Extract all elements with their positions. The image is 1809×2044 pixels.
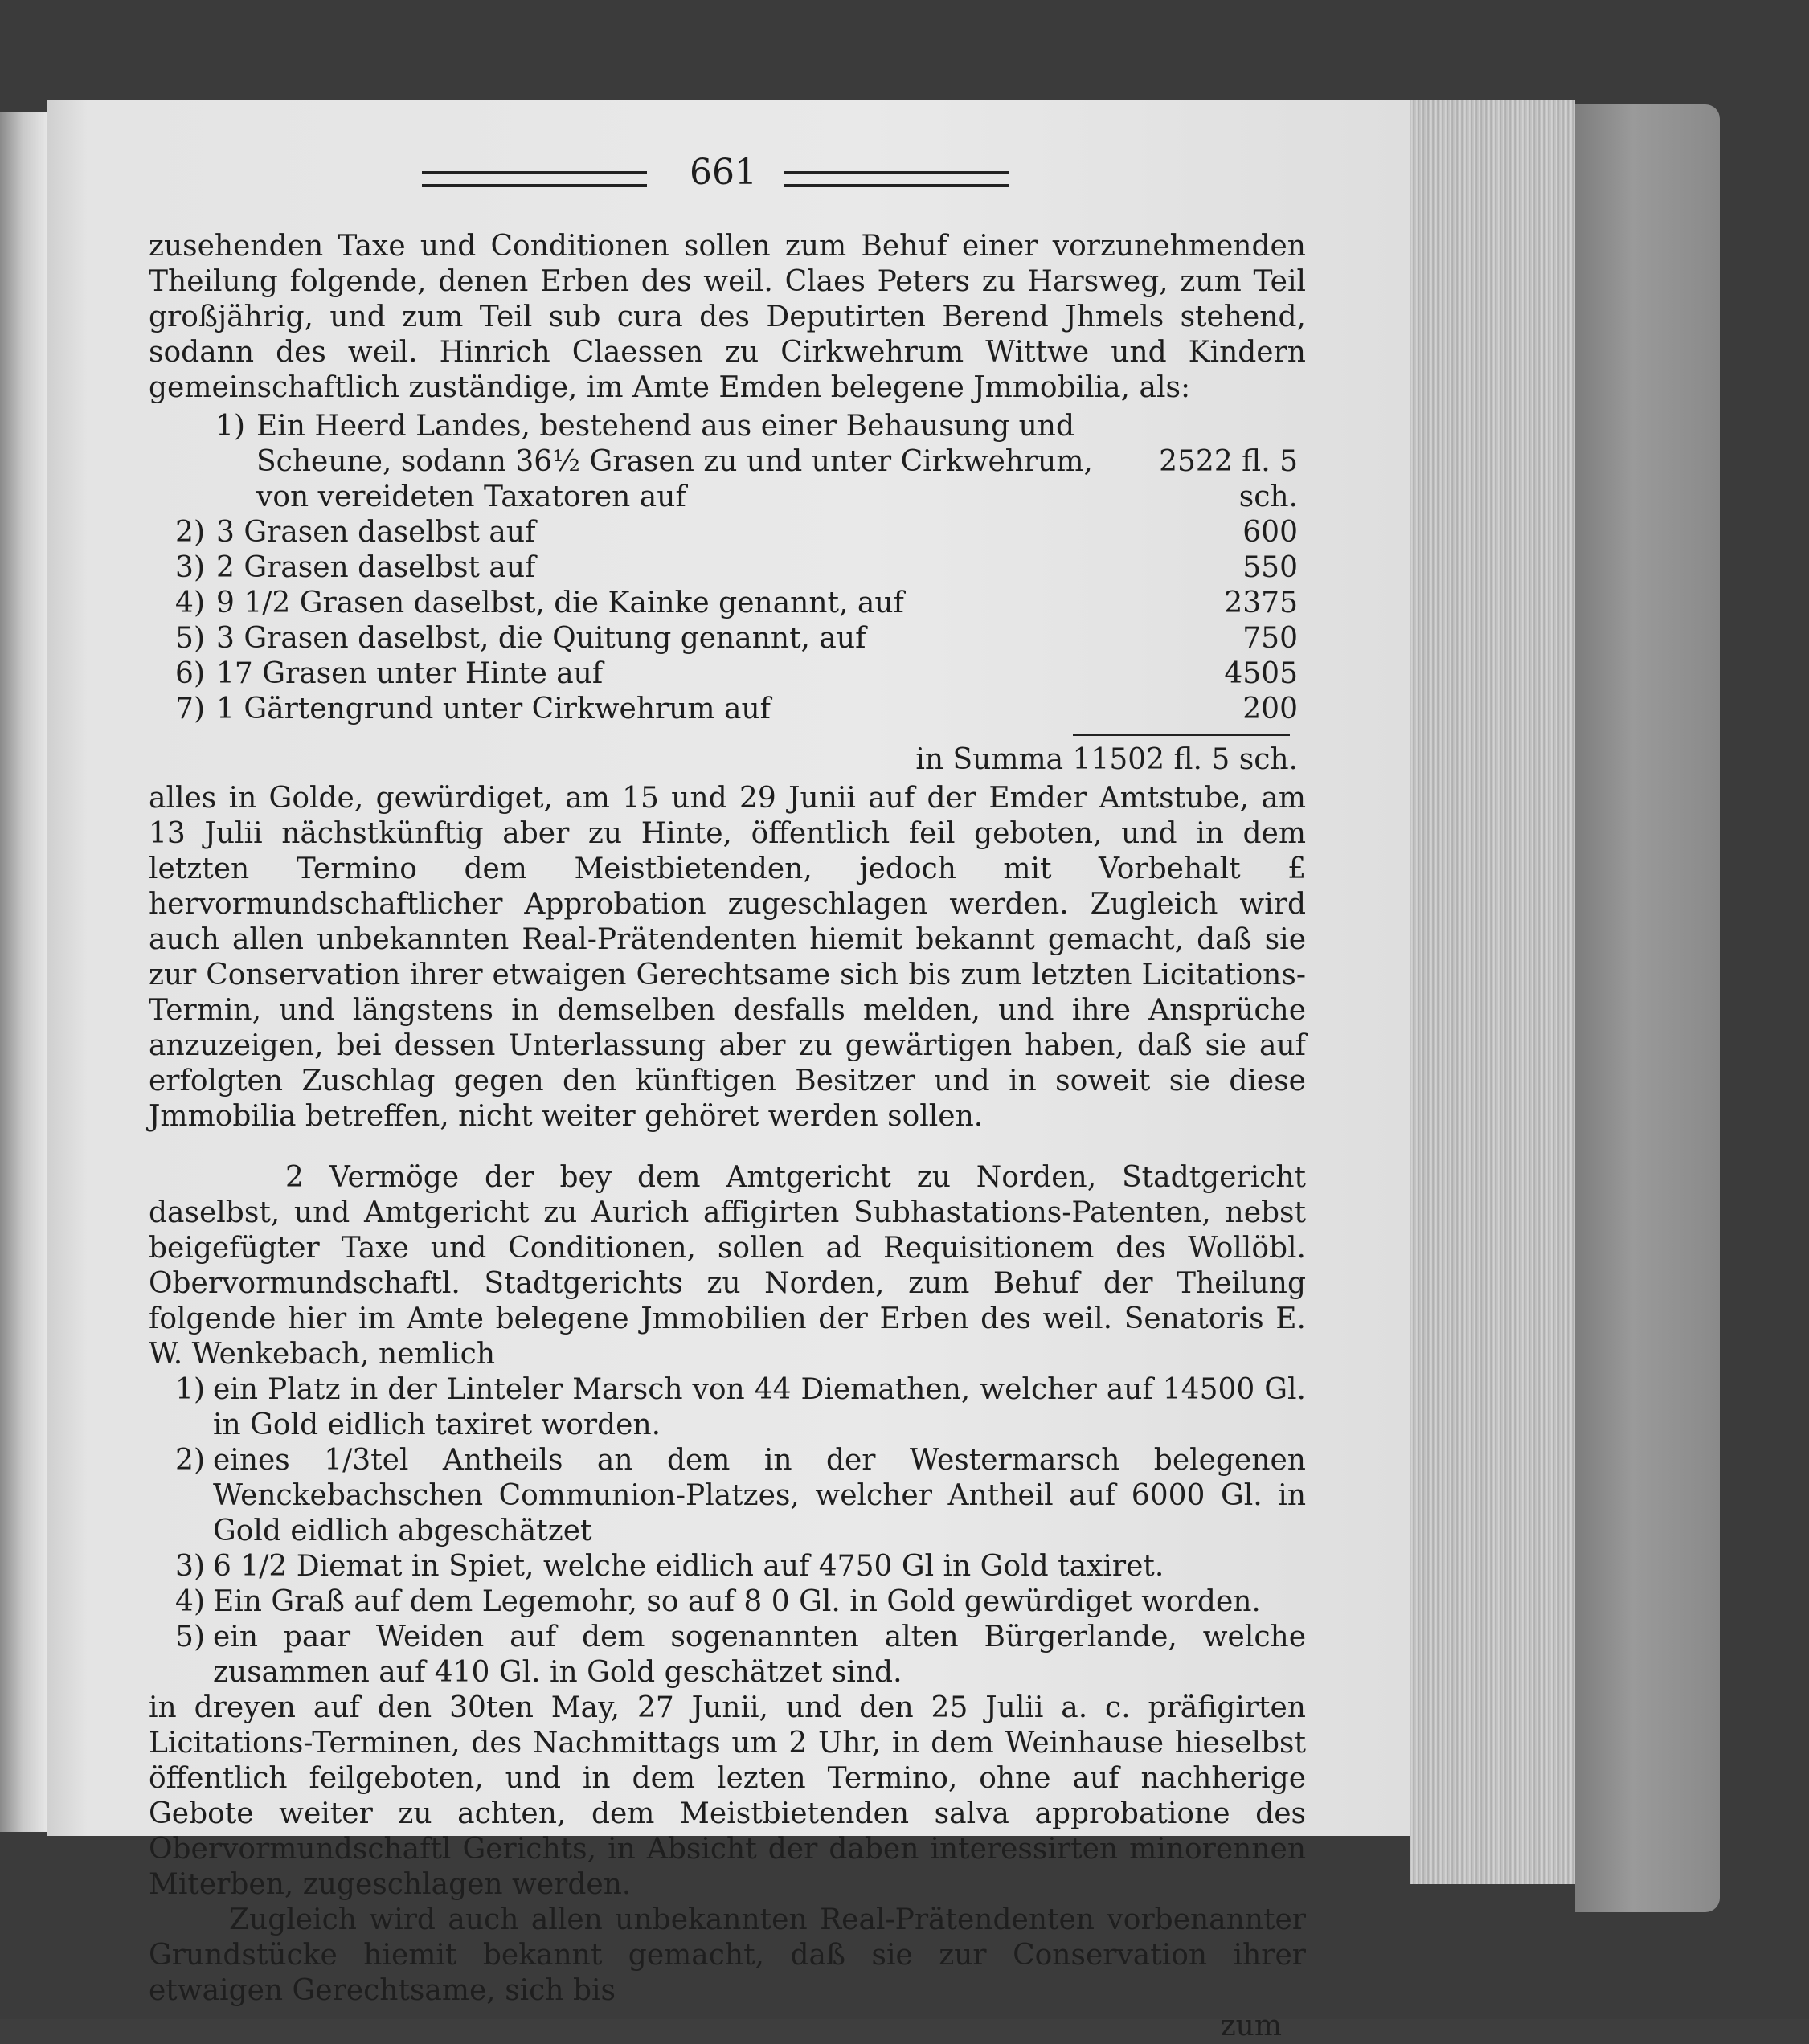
list-item bbox=[149, 621, 1306, 656]
item-text: 6 1/2 Diemat in Spiet, welche eidlich auf 4750 Gl in Gold taxiret. bbox=[213, 1550, 1164, 1583]
section-2-closing: in dreyen auf den 30ten May, 27 Junii, und den 25 Julii a. c. präfigirten Licitations-Terminen, des Nachmittags um 2 Uhr, in dem Weinhause hieselbst öffentlich feilgeboten, und in dem lezten Termino, ohne auf nachherige Gebote weiter zu achten, dem Meistbietenden salva approbatione des Obervormundschaftl Gerichts, in Absicht der daben interessirten minorennen Miterben, zugeschlagen werden. bbox=[149, 1691, 1306, 1901]
section-2-list bbox=[149, 1372, 1306, 1690]
final-paragraph: Zugleich wird auch allen unbekannten Real-Prätendenten vorbenannter Grundstücke hiemit bekannt gemacht, daß sie zur Conservation ihrer etwaigen Gerechtsame, sich bis bbox=[149, 1903, 1306, 2007]
item-text: Ein Heerd Landes, bestehend aus einer Behausung und Scheune, sodann 36½ Grasen zu und unter Cirkwehrum, von vereideten Taxatoren auf bbox=[256, 410, 1093, 513]
item-number: 2) bbox=[175, 516, 205, 549]
list-item bbox=[149, 692, 1306, 727]
book-cover bbox=[1575, 104, 1720, 1912]
opening-paragraph: zusehenden Taxe und Conditionen sollen zum Behuf einer vorzunehmenden Theilung folgende, denen Erben des weil. Claes Peters zu Harsweg, zum Teil großjährig, und zum Teil sub cura des Deputirten Berend Jhmels stehend, sodann des weil. Hinrich Claessen zu Cirkwehrum Wittwe und Kindern gemeinschaftlich zuständige, im Amte Emden belegene Jmmobilia, als: bbox=[149, 230, 1306, 404]
item-number: 5) bbox=[175, 622, 205, 655]
property-list bbox=[149, 409, 1306, 727]
item-text: Ein Graß auf dem Legemohr, so auf 8 0 Gl. in Gold gewürdiget worden. bbox=[213, 1585, 1261, 1618]
list-item bbox=[149, 1443, 1306, 1549]
item-text: 2 Grasen daselbst auf bbox=[216, 551, 536, 584]
page-content bbox=[149, 149, 1306, 2044]
item-number: 6) bbox=[175, 657, 205, 690]
item-amount: 2375 bbox=[1224, 587, 1298, 619]
page-number: 661 bbox=[690, 152, 757, 193]
list-item bbox=[149, 409, 1306, 515]
left-page-edge bbox=[0, 112, 47, 1832]
item-number: 7) bbox=[175, 693, 205, 726]
item-number: 1) bbox=[175, 1373, 205, 1406]
item-amount: 4505 bbox=[1224, 657, 1298, 690]
item-text: ein Platz in der Linteler Marsch von 44 Diemathen, welcher auf 14500 Gl. in Gold eidlich taxiret worden. bbox=[213, 1373, 1306, 1441]
list-item bbox=[149, 1372, 1306, 1443]
item-text: ein paar Weiden auf dem sogenannten alten Bürgerlande, welche zusammen auf 410 Gl. in Gold geschätzet sind. bbox=[213, 1621, 1306, 1689]
item-number: 4) bbox=[175, 1585, 205, 1618]
list-item bbox=[149, 1620, 1306, 1690]
item-number: 1) bbox=[215, 410, 245, 443]
item-amount: 200 bbox=[1242, 693, 1298, 726]
list-item bbox=[149, 586, 1306, 621]
list-item bbox=[149, 656, 1306, 692]
catchword: zum bbox=[1220, 2009, 1282, 2042]
item-amount: 600 bbox=[1242, 516, 1298, 549]
item-text: 1 Gärtengrund unter Cirkwehrum auf bbox=[216, 693, 771, 726]
page-edges bbox=[1410, 100, 1575, 1884]
item-text: 3 Grasen daselbst auf bbox=[216, 516, 536, 549]
item-number: 5) bbox=[175, 1621, 205, 1654]
item-text: 17 Grasen unter Hinte auf bbox=[216, 657, 604, 690]
item-amount: 2522 fl. 5 sch. bbox=[1159, 445, 1298, 513]
item-amount: 750 bbox=[1242, 622, 1298, 655]
item-text: eines 1/3tel Antheils an dem in der Westermarsch belegenen Wenckebachschen Communion-Platzes, welcher Antheil auf 6000 Gl. in Gold eidlich abgeschätzet bbox=[213, 1444, 1306, 1547]
item-number: 3) bbox=[175, 551, 205, 584]
header-rule-left bbox=[422, 171, 647, 187]
item-number: 3) bbox=[175, 1550, 205, 1583]
closing-paragraph: alles in Golde, gewürdiget, am 15 und 29 Junii auf der Emder Amtstube, am 13 Julii nächstkünftig aber zu Hinte, öffentlich feil geboten, und in dem letzten Termino dem Meistbietenden, jedoch mit Vorbehalt £ hervormundschaftlicher Approbation zugeschlagen werden. Zugleich wird auch allen unbekannten Real-Prätendenten hiemit bekannt gemacht, daß sie zur Conservation ihrer etwaigen Gerechtsame sich bis zum letzten Licitations-Termin, und längstens in demselben desfalls melden, und ihre Ansprüche anzuzeigen, bei dessen Unterlassung aber zu gewärtigen haben, daß sie auf erfolgten Zuschlag gegen den künftigen Besitzer und in soweit sie diese Jmmobilia betreffen, nicht weiter gehöret werden sollen. bbox=[149, 782, 1306, 1133]
list-item bbox=[149, 1549, 1306, 1584]
list-item bbox=[149, 515, 1306, 550]
header-rule-right bbox=[784, 171, 1009, 187]
item-text: 3 Grasen daselbst, die Quitung genannt, auf bbox=[216, 622, 866, 655]
page-header bbox=[149, 149, 1306, 213]
item-amount: 550 bbox=[1242, 551, 1298, 584]
item-number: 4) bbox=[175, 587, 205, 619]
item-number: 2) bbox=[175, 1444, 205, 1477]
list-item bbox=[149, 550, 1306, 586]
list-item bbox=[149, 1584, 1306, 1620]
total-rule bbox=[1073, 734, 1290, 736]
item-text: 9 1/2 Grasen daselbst, die Kainke genannt, auf bbox=[216, 587, 904, 619]
total-sum: in Summa 11502 fl. 5 sch. bbox=[915, 743, 1298, 776]
section-2-intro: 2 Vermöge der bey dem Amtgericht zu Norden, Stadtgericht daselbst, und Amtgericht zu Aurich affigirten Subhastations-Patenten, nebst beigefügter Taxe und Conditionen, sollen ad Requisitionem des Wollöbl. Obervormundschaftl. Stadtgerichts zu Norden, zum Behuf der Theilung folgende hier im Amte belegene Jmmobilien der Erben des weil. Senatoris E. W. Wenkebach, nemlich bbox=[149, 1161, 1306, 1371]
